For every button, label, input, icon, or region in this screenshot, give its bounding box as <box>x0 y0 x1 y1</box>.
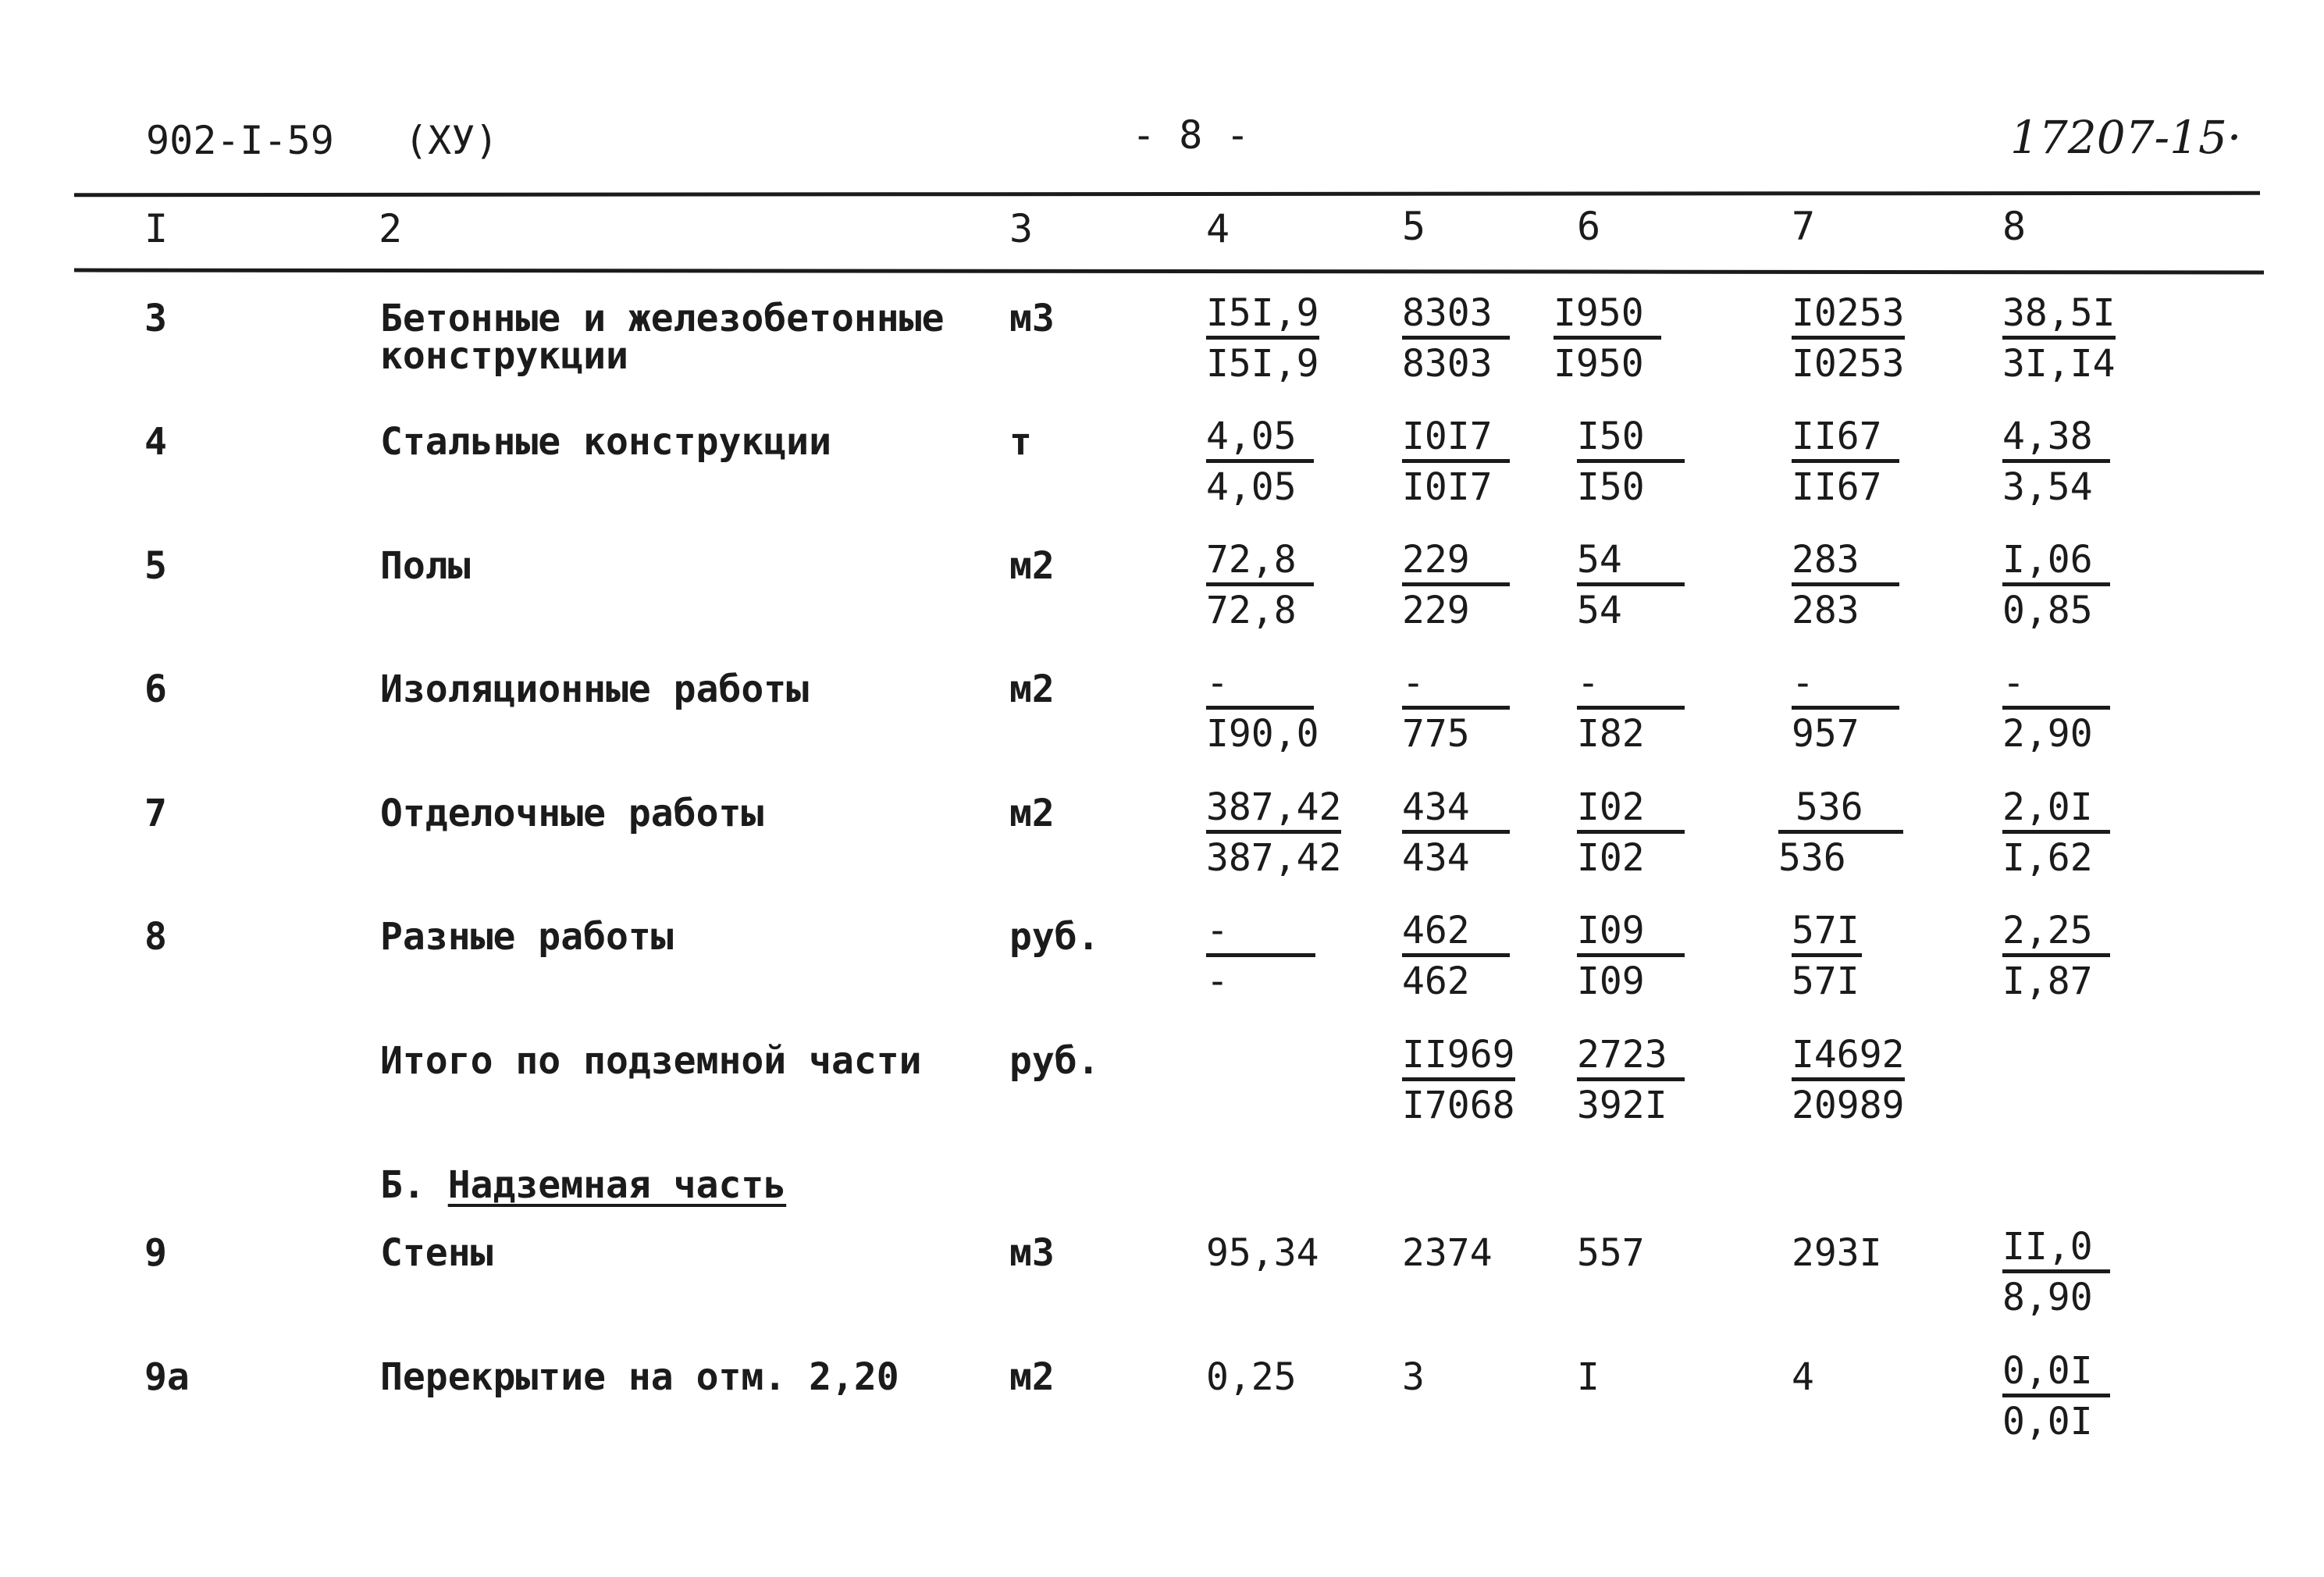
section-heading <box>380 1163 786 1207</box>
section-code: (ХУ) <box>404 118 499 163</box>
row-name: Отделочные работы <box>380 792 764 835</box>
row-unit: м2 <box>1009 792 1055 835</box>
cell-col8: $\frac{4,38}{3,54}$ <box>2002 414 2151 510</box>
cell-col7: $\frac{I4692}{20989}$ <box>1792 1033 1905 1127</box>
cell-col6: $\frac{54}{54}$ <box>1577 537 1725 633</box>
cell-col6: I <box>1577 1355 1600 1399</box>
cell-col5: 3 <box>1402 1355 1425 1399</box>
row-number: 7 <box>144 792 167 835</box>
cell-col4: $\frac{I5I,9}{I5I,9}$ <box>1206 291 1319 386</box>
row-unit: руб. <box>1009 915 1100 959</box>
cell-col8: $\frac{2,25}{I,87}$ <box>2002 908 2151 1004</box>
row-unit: руб. <box>1009 1039 1100 1083</box>
cell-col8: $\frac{2,0I}{I,62}$ <box>2002 785 2151 881</box>
row-unit: м2 <box>1009 667 1055 711</box>
row-number: 8 <box>144 915 167 959</box>
cell-col4: - - <box>1206 908 1354 1004</box>
column-header-6: 6 <box>1577 204 1601 249</box>
row-name-continued: конструкции <box>380 334 628 378</box>
cell-col8: $\frac{38,5I}{3I,I4}$ <box>2002 291 2116 386</box>
row-number: 4 <box>144 420 167 464</box>
cell-col7: $\frac{I0253}{I0253}$ <box>1792 291 1905 386</box>
cell-col5: $\frac{434}{434}$ <box>1402 785 1550 881</box>
row-name: Полы <box>380 544 471 588</box>
row-name: Разные работы <box>380 915 674 959</box>
cell-col5: $\frac{I0I7}{I0I7}$ <box>1402 414 1550 510</box>
column-header-1: I <box>144 206 169 251</box>
row-name: Стены <box>380 1231 493 1275</box>
cell-col6: 557 <box>1577 1231 1645 1275</box>
cell-col5: $\frac{462}{462}$ <box>1402 908 1550 1004</box>
cell-col6: $\frac{I50}{I50}$ <box>1577 414 1725 510</box>
cell-col8: $\frac{I,06}{0,85}$ <box>2002 537 2151 633</box>
row-unit: м2 <box>1009 1355 1055 1399</box>
section-prefix: Б. <box>380 1163 425 1207</box>
row-unit: м2 <box>1009 544 1055 588</box>
cell-col4: $\frac{72,8}{72,8}$ <box>1206 537 1354 633</box>
row-number: 9а <box>144 1355 190 1399</box>
cell-col8: $\frac{II,0}{8,90}$ <box>2002 1224 2151 1320</box>
row-name: Изоляционные работы <box>380 667 810 711</box>
cell-col6: $\frac{I02}{I02}$ <box>1577 785 1725 881</box>
cell-col5: $\frac{8303}{8303}$ <box>1402 290 1550 386</box>
header-top-rule <box>74 191 2260 197</box>
column-header-8: 8 <box>2002 204 2027 249</box>
cell-col8: $\frac{0,0I}{0,0I}$ <box>2002 1348 2151 1444</box>
row-name: Перекрытие на отм. 2,20 <box>380 1355 899 1399</box>
page-number: - 8 - <box>1132 112 1250 158</box>
column-header-3: 3 <box>1009 206 1034 251</box>
cell-col7: $\frac{283}{283}$ <box>1792 537 1940 633</box>
row-number: 9 <box>144 1231 167 1275</box>
cell-col6: $\frac{I950}{I950}$ <box>1553 290 1702 386</box>
cell-col7: 4 <box>1792 1355 1814 1399</box>
column-header-2: 2 <box>379 206 403 251</box>
cell-col4: - I90,0 <box>1206 661 1319 756</box>
cell-col7: - 957 <box>1792 660 1940 756</box>
row-name: Бетонные и железобетонные <box>380 297 945 340</box>
column-header-7: 7 <box>1792 204 1816 249</box>
section-title: Надземная часть <box>447 1163 787 1207</box>
cell-col7: 293I <box>1792 1231 1882 1275</box>
row-number: 6 <box>144 667 167 711</box>
row-name: Стальные конструкции <box>380 420 831 464</box>
cell-col5: $\frac{II969}{I7068}$ <box>1402 1033 1515 1127</box>
cell-col6: $\frac{2723}{392I}$ <box>1577 1032 1725 1128</box>
column-header-5: 5 <box>1402 204 1426 249</box>
document-code: 902-I-59 <box>146 118 334 163</box>
cell-col4: 0,25 <box>1206 1355 1297 1399</box>
cell-col7: $\frac{57I}{57I}$ <box>1792 908 1940 1004</box>
handwritten-reference: 17207-15· <box>2010 111 2242 164</box>
cell-col6: $\frac{I09}{I09}$ <box>1577 908 1725 1004</box>
cell-col4: $\frac{387,42}{387,42}$ <box>1206 785 1342 880</box>
row-unit: т <box>1009 420 1032 464</box>
row-number: 3 <box>144 297 167 340</box>
cell-col4: $\frac{4,05}{4,05}$ <box>1206 414 1354 510</box>
cell-col5: $\frac{229}{229}$ <box>1402 537 1550 633</box>
column-header-4: 4 <box>1206 206 1230 251</box>
row-unit: м3 <box>1009 1231 1055 1275</box>
cell-col5: 2374 <box>1402 1231 1493 1275</box>
cell-col6: - I82 <box>1577 660 1725 756</box>
cell-col7: $\frac{II67}{II67}$ <box>1792 414 1940 510</box>
row-unit: м3 <box>1009 297 1055 340</box>
cell-col7: $\frac{536}{536}$ <box>1778 785 1927 881</box>
cell-col4: 95,34 <box>1206 1231 1319 1275</box>
cell-col5: - 775 <box>1402 660 1550 756</box>
row-number: 5 <box>144 544 167 588</box>
subtotal-label: Итого по подземной части <box>380 1039 922 1083</box>
header-bottom-rule <box>74 269 2264 275</box>
cell-col8: - 2,90 <box>2002 660 2151 756</box>
